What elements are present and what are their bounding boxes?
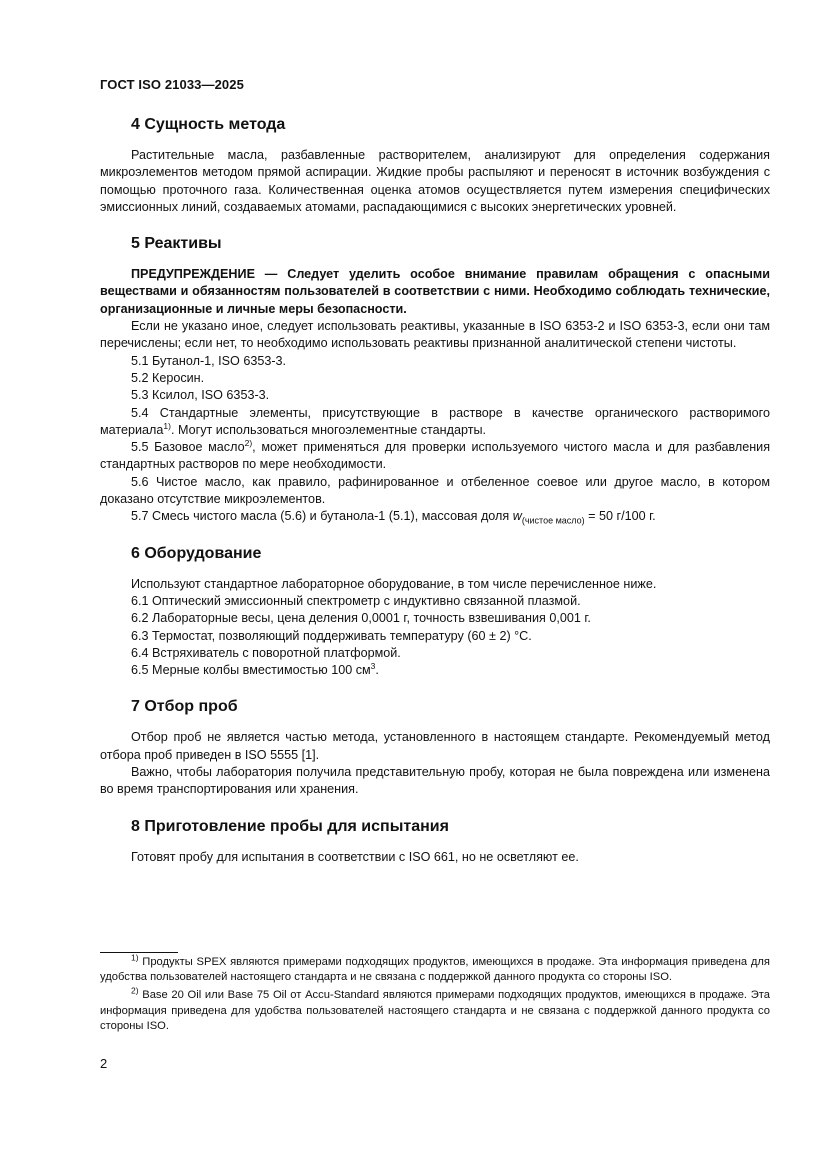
item-5-7-text-a: 5.7 Смесь чистого масла (5.6) и бутанола-1 (5.1), массовая доля: [131, 509, 513, 524]
page-number: 2: [100, 1056, 108, 1071]
item-6-5-text-b: .: [375, 663, 379, 678]
section-5-title: 5 Реактивы: [131, 235, 222, 253]
item-6-3: 6.3 Термостат, позволяющий поддерживать температуру (60 ± 2) °C.: [131, 628, 532, 643]
footnote-1: [100, 952, 770, 985]
item-5-2: 5.2 Керосин.: [131, 370, 205, 385]
footnote-divider: [100, 952, 178, 953]
cubic-superscript: 3: [370, 660, 376, 671]
footnote-1-text: Продукты SPEX являются примерами подходящих продуктов, имеющихся в продаже. Эта информация приведена для удобства пользователей настоящего стандарта и не связана с поддержкой данного продукта со стороны ISO.: [100, 956, 770, 984]
item-6-1: 6.1 Оптический эмиссионный спектрометр с индуктивно связанной плазмой.: [131, 593, 581, 608]
item-5-5-text-b: , может применяться для проверки используемого чистого масла и для разбавления стандартных растворов по мере необходимости.: [100, 440, 771, 472]
footnote-1-mark: 1): [131, 952, 139, 963]
section-8-paragraph-1: Готовят пробу для испытания в соответствии с ISO 661, но не осветляют ее.: [131, 849, 579, 864]
section-7-paragraph-2: Важно, чтобы лаборатория получила представительную пробу, которая не была повреждена или изменена во время транспортирования или хранения.: [100, 765, 770, 797]
mass-fraction-symbol: w: [512, 509, 522, 524]
section-7-paragraph-1: Отбор проб не является частью метода, установленного в настоящем стандарте. Рекомендуемый метод отбора проб приведен в ISO 5555 [1].: [100, 730, 770, 762]
section-5: [100, 235, 770, 525]
section-8: [100, 818, 770, 866]
footnote-2-text: Base 20 Oil или Base 75 Oil от Accu-Standard являются примерами подходящих продуктов, имеющихся в продаже. Эта информация приведена для удобства пользователей настоящего стандарта и не связана с поддержкой данного продукта со стороны ISO.: [100, 989, 770, 1032]
item-5-5-text-a: 5.5 Базовое масло: [131, 440, 245, 455]
section-8-title: 8 Приготовление пробы для испытания: [131, 817, 449, 835]
section-6-intro: Используют стандартное лабораторное оборудование, в том числе перечисленное ниже.: [131, 576, 657, 591]
footnote-2: [100, 985, 770, 1034]
item-5-4-text-a: 5.4 Стандартные элементы, присутствующие в растворе в качестве органического растворимого материала: [100, 405, 770, 437]
footnote-ref-2: 2): [244, 437, 253, 448]
page-header-doc-id: ГОСТ ISO 21033—2025: [100, 77, 244, 92]
item-6-5-text-a: 6.5 Мерные колбы вместимостью 100 см: [131, 663, 371, 678]
section-7-title: 7 Отбор проб: [131, 698, 238, 716]
item-5-4-text-b: . Могут использоваться многоэлементные стандарты.: [170, 422, 487, 437]
section-6-title: 6 Оборудование: [131, 544, 262, 562]
section-5-intro: Если не указано иное, следует использовать реактивы, указанные в ISO 6353-2 и ISO 6353-3, если они там перечислены; если нет, то необходимо использовать реактивы признанной аналитической степени чистоты.: [100, 319, 770, 351]
item-5-4: [100, 405, 770, 440]
footnote-ref-1: 1): [163, 420, 171, 431]
section-6: [100, 545, 770, 680]
item-6-4: 6.4 Встряхиватель с поворотной платформой.: [131, 645, 401, 660]
section-4-text: Растительные масла, разбавленные растворителем, анализируют для определения содержания микроэлементов методом прямой аспирации. Жидкие пробы распыляют и переносят в источник возбуждения с помощью проточного газа. Количественная оценка атомов осуществляется путем измерения специфических эмиссионных линий, создаваемых атомами, распадающимися с высоких энергетических уровней.: [100, 148, 770, 214]
item-5-6: 5.6 Чистое масло, как правило, рафинированное и отбеленное соевое или другое масло, в котором доказано отсутствие микроэлементов.: [100, 474, 770, 507]
item-5-3: 5.3 Ксилол, ISO 6353-3.: [131, 388, 270, 403]
section-7: [100, 698, 770, 798]
item-5-7-text-b: = 50 г/100 г.: [584, 509, 656, 524]
item-5-7: [131, 508, 770, 525]
item-6-5: [131, 662, 770, 679]
section-4: [100, 116, 770, 216]
section-4-title: 4 Сущность метода: [131, 116, 286, 133]
document-body: [100, 116, 770, 866]
item-5-5: [100, 439, 770, 474]
footnotes: [100, 952, 770, 1037]
item-6-2: 6.2 Лабораторные весы, цена деления 0,0001 г, точность взвешивания 0,001 г.: [131, 611, 591, 626]
warning-text: ПРЕДУПРЕЖДЕНИЕ — Следует уделить особое внимание правилам обращения с опасными веществами и обязанностям пользователей в соответствии с ними. Необходимо соблюдать технические, организационные и личные меры безопасности.: [100, 267, 770, 316]
mass-fraction-subscript: (чистое масло): [521, 515, 585, 526]
footnote-2-mark: 2): [131, 985, 139, 996]
item-5-1: 5.1 Бутанол-1, ISO 6353-3.: [131, 353, 287, 368]
